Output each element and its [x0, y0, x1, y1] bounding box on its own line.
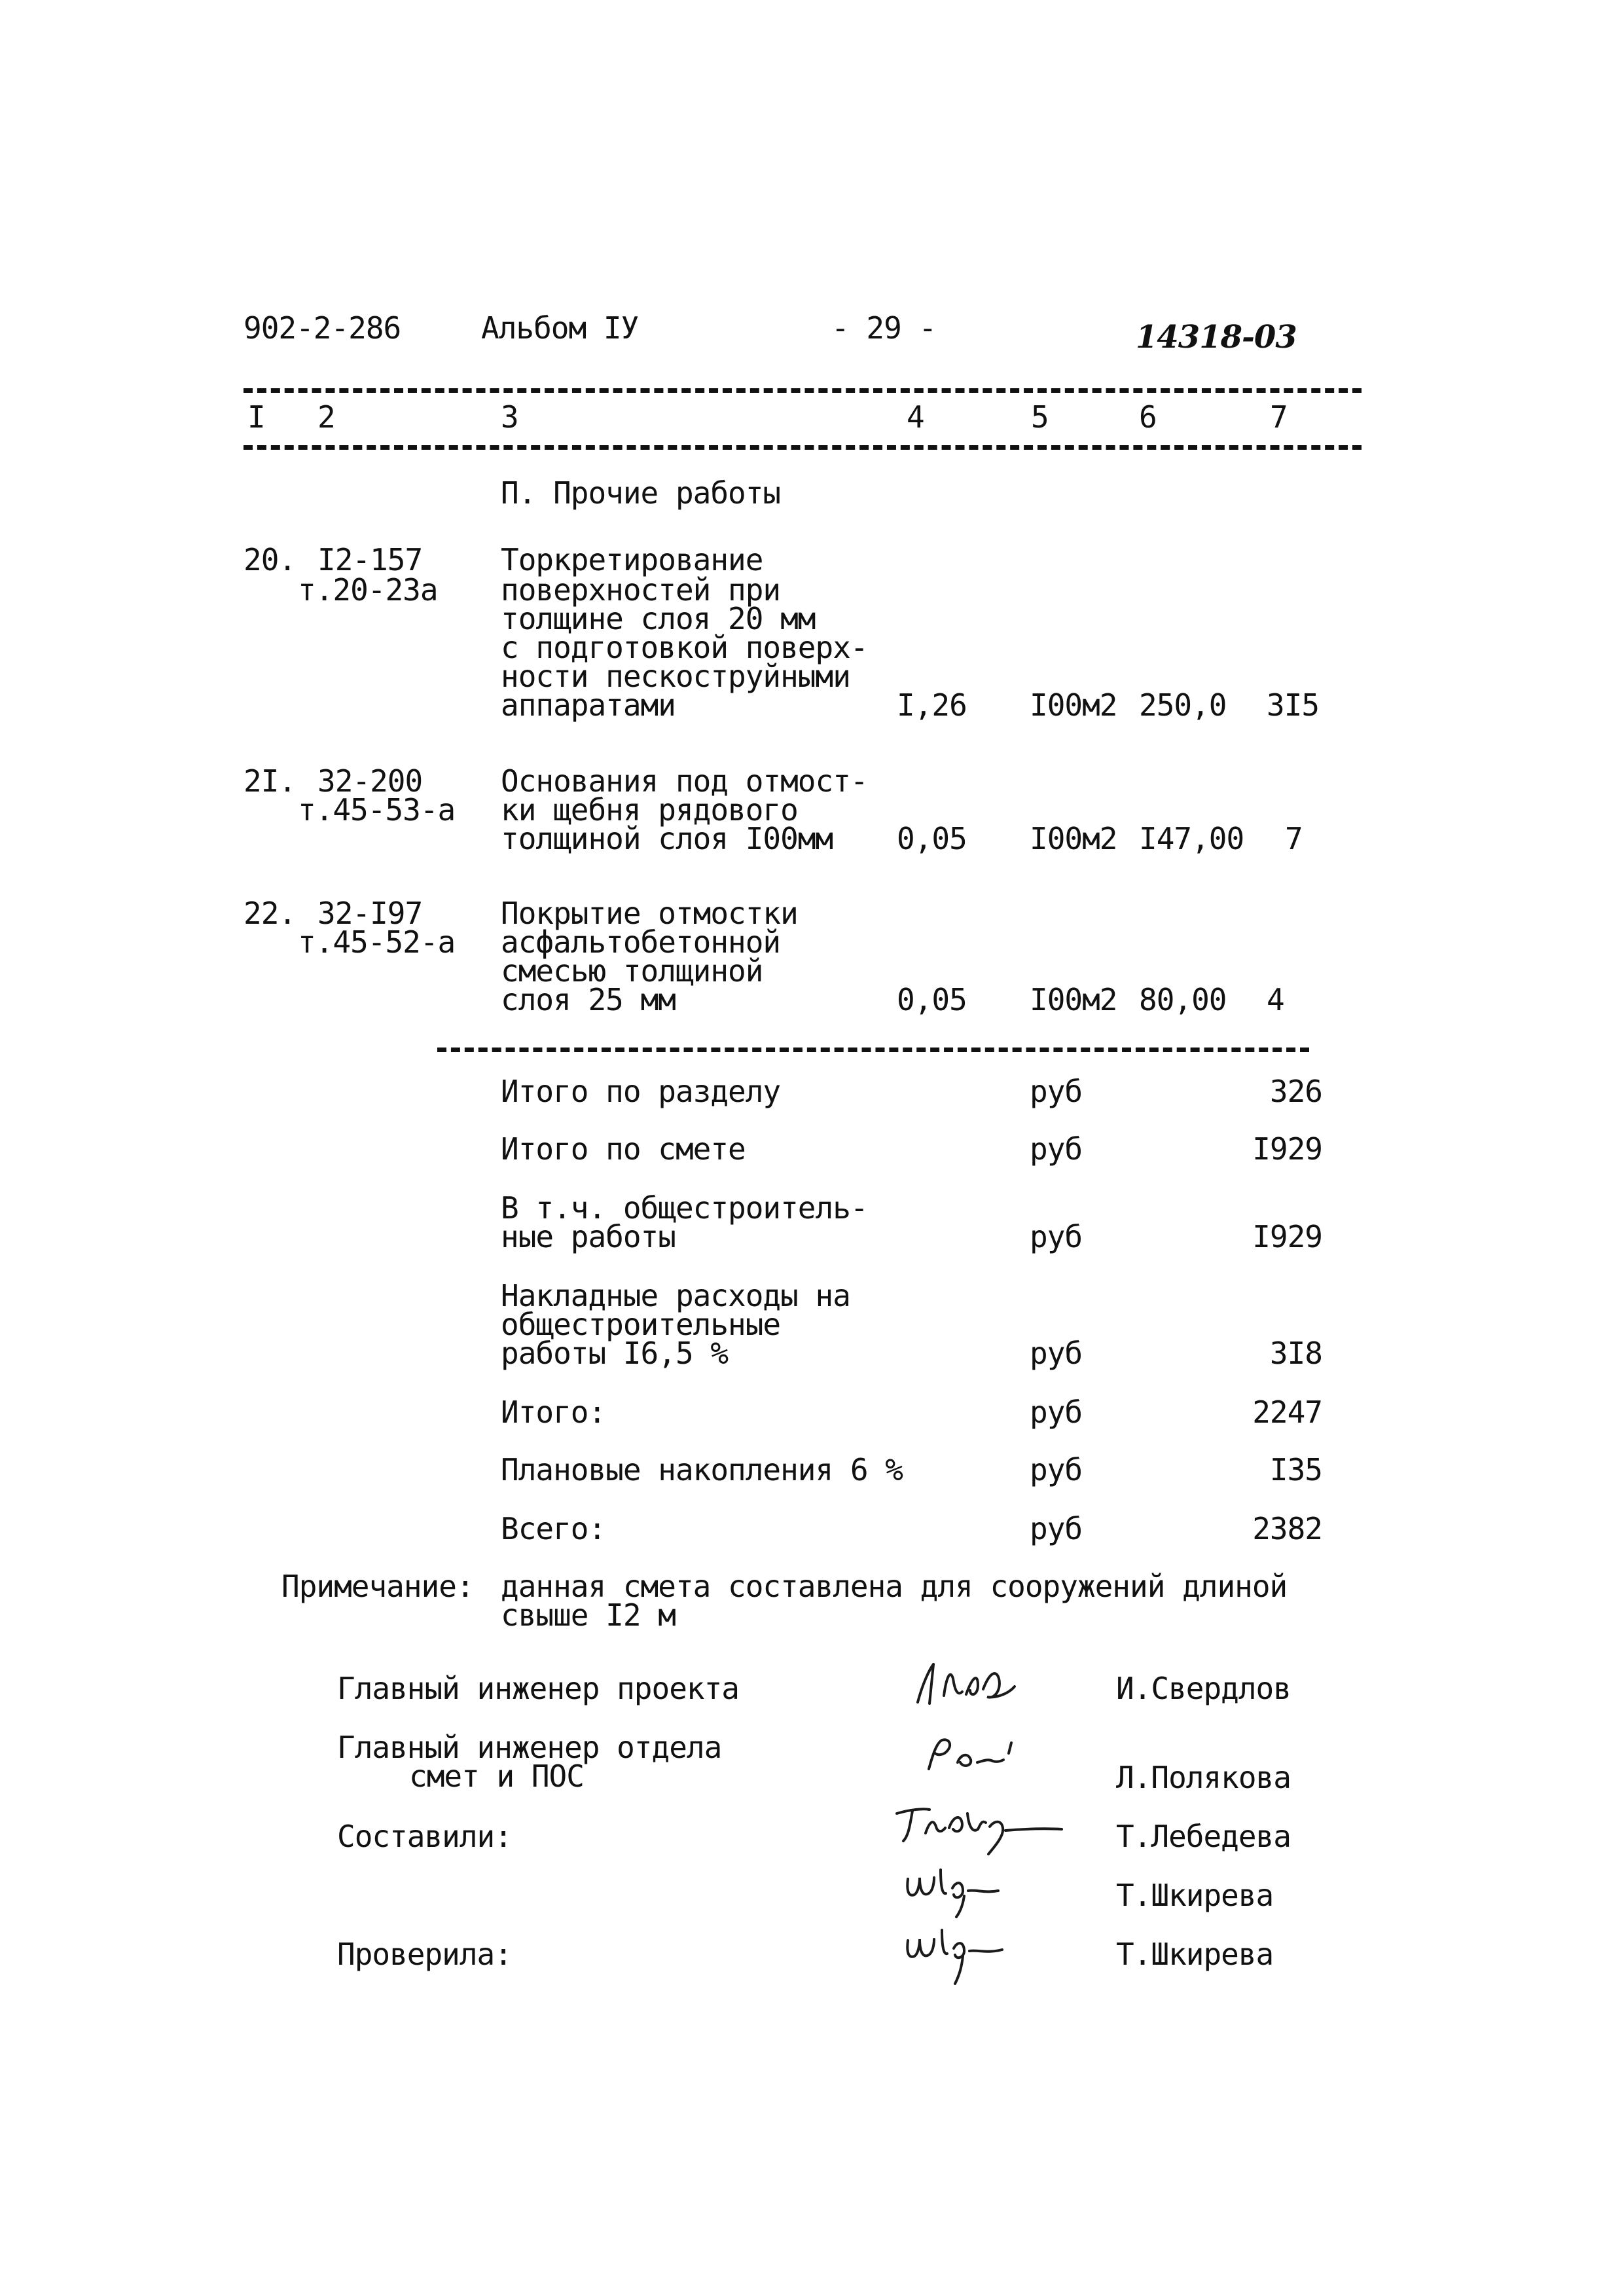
signature-name: И.Свердлов: [1116, 1671, 1291, 1706]
total-unit: руб: [1030, 1511, 1083, 1546]
row-desc-line: ки щебня рядового: [501, 792, 798, 828]
handwritten-signature-icon: [890, 1794, 1067, 1859]
row-desc-line: поверхностей при: [501, 572, 781, 608]
signature-role: Составили:: [337, 1819, 512, 1854]
total-label: Итого по разделу: [501, 1074, 781, 1109]
signature-name: Т.Лебедева: [1116, 1819, 1291, 1854]
row-desc-line: слоя 25 мм: [501, 982, 676, 1017]
total-label: В т.ч. общестроитель-: [501, 1190, 868, 1226]
col-header-1: I: [247, 399, 265, 435]
total-value: 3I8: [1269, 1336, 1322, 1371]
totals-divider: [437, 1048, 1309, 1052]
row-unit: I00м2: [1030, 982, 1117, 1017]
row-unit: I00м2: [1030, 687, 1117, 723]
row-quantity: 0,05: [897, 982, 967, 1017]
total-value: I929: [1252, 1131, 1322, 1167]
total-unit: руб: [1030, 1131, 1083, 1167]
handwritten-signature-icon: [900, 1916, 1018, 1988]
row-quantity: 0,05: [897, 821, 967, 856]
signature-name: Т.Шкирева: [1116, 1937, 1274, 1972]
row-desc-line: Покрытие отмостки: [501, 896, 798, 931]
row-desc-line: с подготовкой поверх-: [501, 630, 868, 665]
total-value: 2382: [1252, 1511, 1322, 1546]
total-label: общестроительные: [501, 1307, 781, 1342]
row-desc-line: Основания под отмост-: [501, 763, 868, 799]
row-desc-line: аппаратами: [501, 687, 676, 723]
row-code: I2-157: [317, 542, 423, 577]
signature-name: Т.Шкирева: [1116, 1878, 1274, 1913]
row-price: 250,0: [1139, 687, 1227, 723]
total-unit: руб: [1030, 1336, 1083, 1371]
col-header-5: 5: [1031, 399, 1049, 435]
total-value: 2247: [1252, 1394, 1322, 1430]
signature-role: Главный инженер отдела: [337, 1730, 722, 1765]
total-value: I929: [1252, 1219, 1322, 1254]
handwritten-signature-icon: [910, 1656, 1028, 1715]
col-header-4: 4: [907, 399, 924, 435]
page-number: - 29 -: [831, 310, 937, 346]
row-total: 7: [1285, 821, 1303, 856]
row-desc-line: толщине слоя 20 мм: [501, 601, 816, 636]
row-number: 2I.: [244, 763, 297, 799]
total-label: Накладные расходы на: [501, 1278, 850, 1313]
signature-role: смет и ПОС: [409, 1758, 584, 1794]
row-total: 4: [1267, 982, 1284, 1017]
signature-name: Л.Полякова: [1116, 1760, 1291, 1795]
row-price: 80,00: [1139, 982, 1227, 1017]
doc-code: 902-2-286: [244, 310, 401, 346]
handwritten-signature-icon: [900, 1857, 1018, 1922]
row-subcode: т.20-23а: [298, 572, 438, 608]
total-label: Всего:: [501, 1511, 606, 1546]
row-total: 3I5: [1267, 687, 1320, 723]
col-header-2: 2: [317, 399, 335, 435]
row-code: 32-I97: [317, 896, 423, 931]
total-label: ные работы: [501, 1219, 676, 1254]
row-quantity: I,26: [897, 687, 967, 723]
signature-role: Проверила:: [337, 1937, 512, 1972]
col-header-3: 3: [501, 399, 518, 435]
row-subcode: т.45-53-а: [298, 792, 456, 828]
album-label: Альбом IУ: [481, 310, 639, 346]
total-value: 326: [1269, 1074, 1322, 1109]
header-rule-bottom: [244, 445, 1362, 450]
total-label: Плановые накопления 6 %: [501, 1452, 903, 1487]
note-text: данная смета составлена для сооружений длиной: [501, 1569, 1288, 1604]
row-price: I47,00: [1139, 821, 1244, 856]
row-number: 22.: [244, 896, 297, 931]
note-label: Примечание:: [281, 1569, 474, 1604]
row-desc-line: смесью толщиной: [501, 953, 763, 989]
total-label: работы I6,5 %: [501, 1336, 729, 1371]
section-title: П. Прочие работы: [501, 475, 781, 511]
handwritten-code: 14318-03: [1136, 319, 1297, 355]
total-unit: руб: [1030, 1219, 1083, 1254]
col-header-7: 7: [1270, 399, 1288, 435]
total-unit: руб: [1030, 1074, 1083, 1109]
handwritten-signature-icon: [920, 1728, 1031, 1781]
row-unit: I00м2: [1030, 821, 1117, 856]
col-header-6: 6: [1139, 399, 1157, 435]
row-number: 20.: [244, 542, 297, 577]
row-desc-line: асфальтобетонной: [501, 924, 781, 960]
note-text: свыше I2 м: [501, 1597, 676, 1633]
total-label: Итого по смете: [501, 1131, 746, 1167]
header-rule-top: [244, 388, 1362, 393]
row-desc-line: Торкретирование: [501, 542, 763, 577]
total-value: I35: [1269, 1452, 1322, 1487]
row-code: 32-200: [317, 763, 423, 799]
row-subcode: т.45-52-а: [298, 924, 456, 960]
row-desc-line: ности пескоструйными: [501, 659, 850, 694]
total-unit: руб: [1030, 1452, 1083, 1487]
row-desc-line: толщиной слоя I00мм: [501, 821, 833, 856]
total-unit: руб: [1030, 1394, 1083, 1430]
signature-role: Главный инженер проекта: [337, 1671, 739, 1706]
total-label: Итого:: [501, 1394, 606, 1430]
